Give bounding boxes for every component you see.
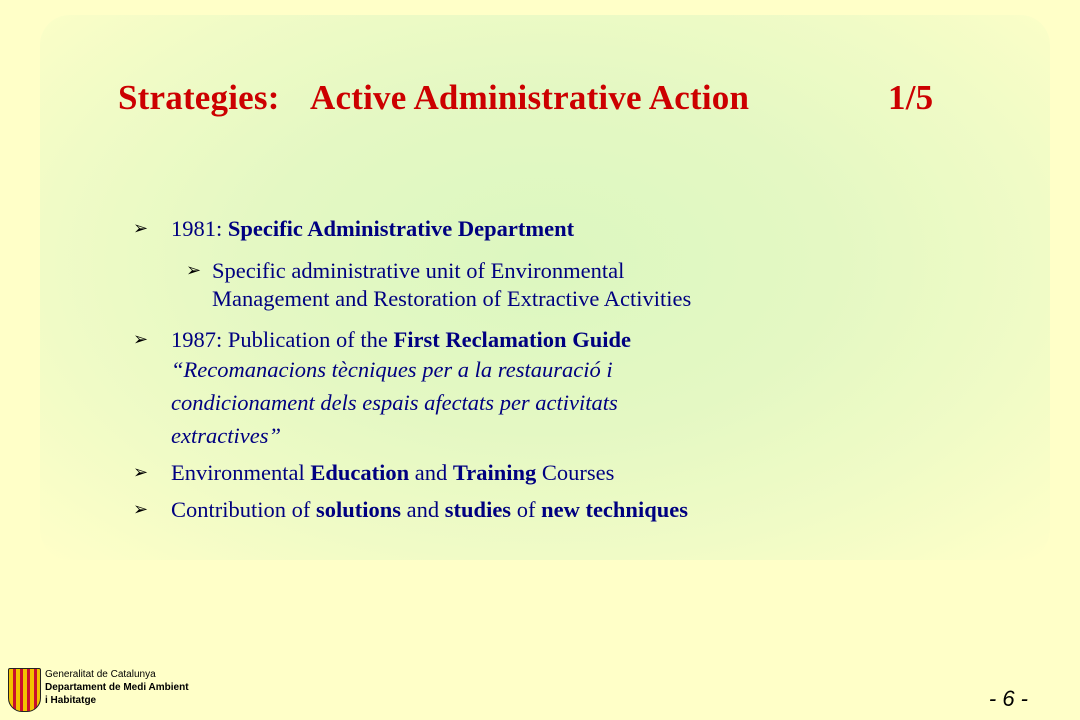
bullet-arrow-icon: ➢ xyxy=(133,218,149,239)
bullet-arrow-icon: ➢ xyxy=(133,329,149,350)
org-name-line2: Departament de Medi Ambient xyxy=(45,682,189,693)
generalitat-shield-icon xyxy=(8,668,41,712)
list-item: 1987: Publication of the First Reclamation Guide xyxy=(171,327,631,352)
list-item: Environmental Education and Training Courses xyxy=(171,460,615,485)
guide-title-line2: condicionament dels espais afectats per activitats xyxy=(171,390,618,415)
guide-title-line3: extractives” xyxy=(171,423,281,448)
bullet-arrow-icon: ➢ xyxy=(133,462,149,483)
title-part-strategies: Strategies: xyxy=(118,78,280,117)
list-item: 1981: Specific Administrative Department xyxy=(171,216,575,241)
guide-title-line1: “Recomanacions tècniques per a la restauració i xyxy=(171,357,613,382)
list-item-sub-line2: Management and Restoration of Extractive Activities xyxy=(212,286,692,311)
page-number: - 6 - xyxy=(988,686,1028,711)
org-name-line3: i Habitatge xyxy=(45,695,97,706)
bullet-arrow-icon: ➢ xyxy=(186,260,202,281)
list-item-sub-line1: Specific administrative unit of Environmental xyxy=(212,258,625,283)
title-part-action: Active Administrative Action xyxy=(310,78,750,117)
org-name-line1: Generalitat de Catalunya xyxy=(45,669,156,680)
list-item: Contribution of solutions and studies of new techniques xyxy=(171,497,688,522)
bullet-arrow-icon: ➢ xyxy=(133,499,149,520)
title-part-slide-index: 1/5 xyxy=(888,78,934,117)
